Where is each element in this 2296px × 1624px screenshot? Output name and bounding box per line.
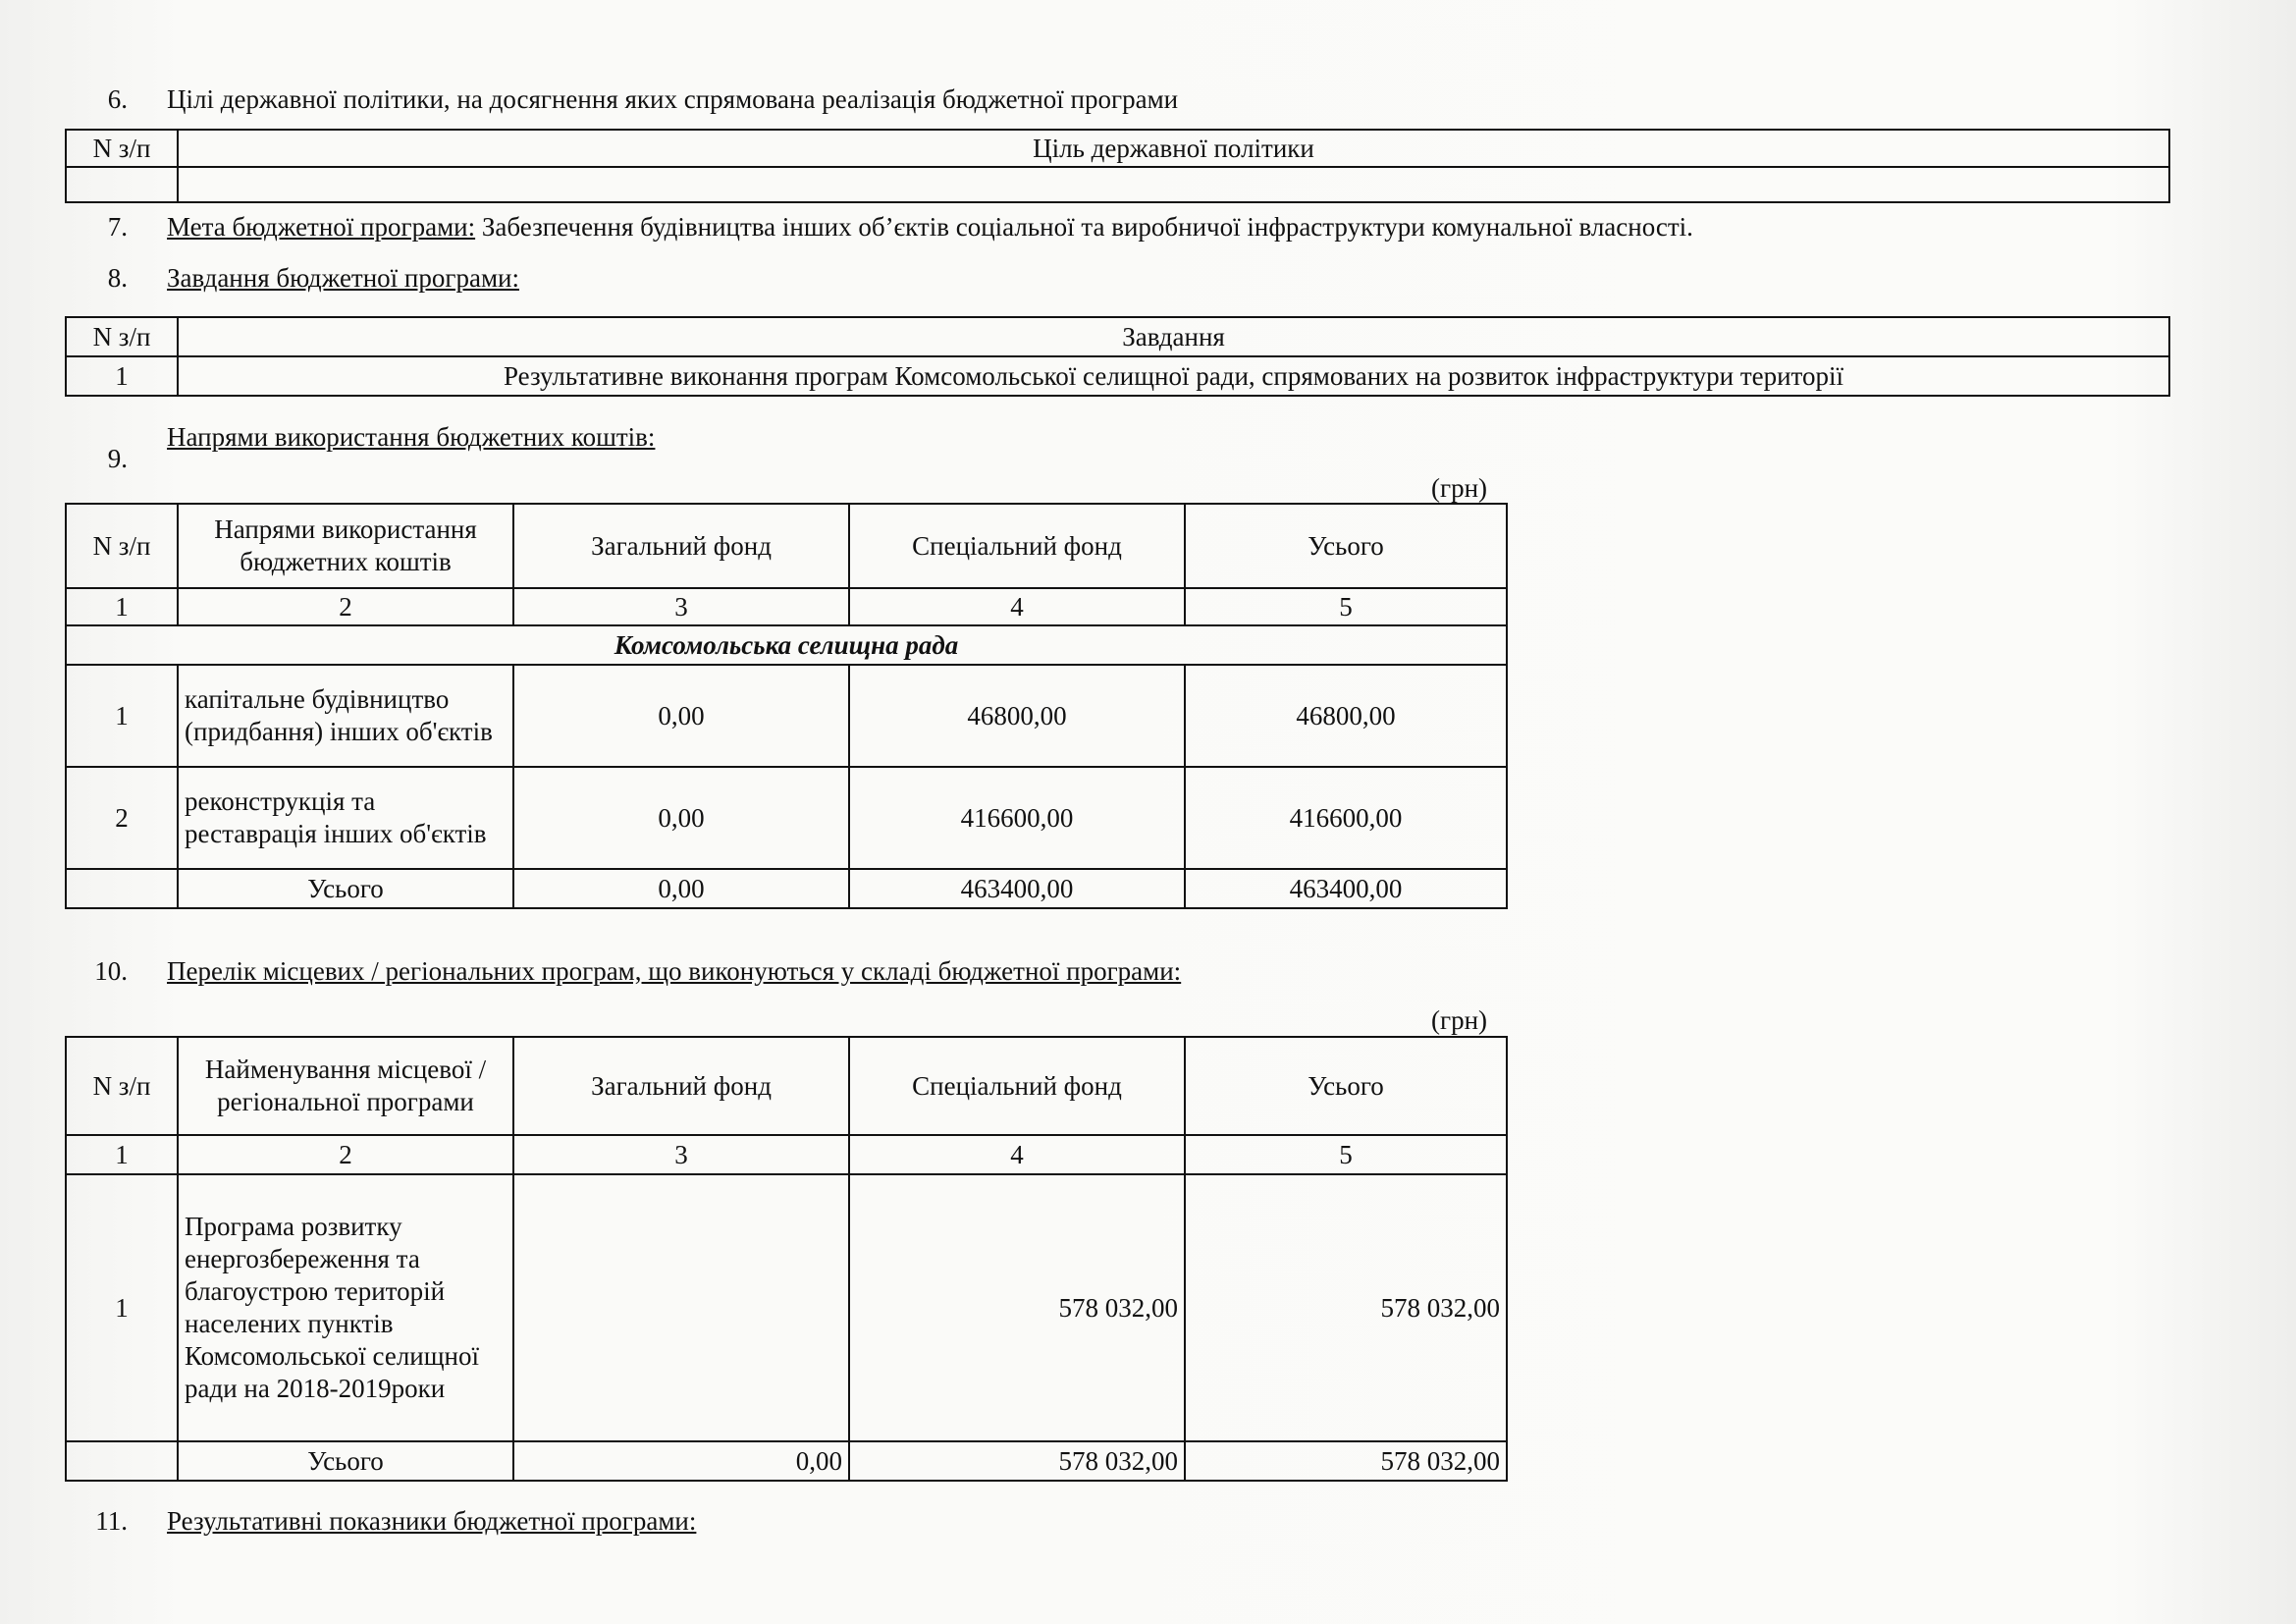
row-total: 416600,00 [1185, 767, 1507, 869]
row-special: 416600,00 [849, 767, 1185, 869]
empty-cell [178, 167, 2169, 202]
index-cell: 1 [66, 1135, 178, 1174]
header-general-fund: Загальний фонд [513, 1037, 849, 1135]
index-cell: 2 [178, 1135, 513, 1174]
row-special: 578 032,00 [849, 1174, 1185, 1441]
section-number: 10. [94, 956, 128, 986]
row-n: 2 [66, 767, 178, 869]
header-total: Усього [1185, 504, 1507, 588]
unit-label: (грн) [1431, 1005, 1488, 1035]
section-text: Забезпечення будівництва інших об’єктів соціальної та виробничої інфраструктури комунальної власності. [475, 212, 1693, 242]
row-name: Програма розвитку енергозбереження та благоустрою територій населених пунктів Комсомольської селищної ради на 2018-2019роки [178, 1174, 513, 1441]
row-general [513, 1174, 849, 1441]
sum-general: 0,00 [513, 869, 849, 908]
row-total: 46800,00 [1185, 665, 1507, 767]
empty-cell [66, 869, 178, 908]
section-title: Цілі державної політики, на досягнення яких спрямована реалізація бюджетної програми [167, 84, 1179, 114]
header-special-fund: Спеціальний фонд [849, 504, 1185, 588]
empty-cell [66, 1441, 178, 1481]
row-task: Результативне виконання програм Комсомольської селищної ради, спрямованих на розвиток інфраструктури території [178, 356, 2169, 396]
table-row [66, 767, 1507, 869]
row-n: 1 [66, 356, 178, 396]
tasks-table [65, 316, 2170, 397]
sum-special: 463400,00 [849, 869, 1185, 908]
header-direction: Напрями використання бюджетних коштів [178, 504, 513, 588]
row-general: 0,00 [513, 665, 849, 767]
header-general-fund: Загальний фонд [513, 504, 849, 588]
table-row [66, 665, 1507, 767]
sum-general: 0,00 [513, 1441, 849, 1481]
sum-total: 578 032,00 [1185, 1441, 1507, 1481]
index-cell: 3 [513, 588, 849, 625]
section-body [167, 212, 1693, 243]
table-row [66, 1174, 1507, 1441]
row-name: капітальне будівництво (придбання) інших об'єктів [178, 665, 513, 767]
index-cell: 3 [513, 1135, 849, 1174]
index-cell: 5 [1185, 1135, 1507, 1174]
section-number: 7. [107, 212, 128, 242]
index-cell: 5 [1185, 588, 1507, 625]
sum-total: 463400,00 [1185, 869, 1507, 908]
sum-row [66, 869, 1507, 908]
index-cell: 4 [849, 1135, 1185, 1174]
index-cell: 1 [66, 588, 178, 625]
section-label: Перелік місцевих / регіональних програм, що виконуються у складі бюджетної програми: [167, 956, 1182, 986]
row-name: реконструкція та реставрація інших об'єктів [178, 767, 513, 869]
table-row [66, 356, 2169, 396]
index-cell: 4 [849, 588, 1185, 625]
budget-directions-table [65, 503, 1508, 909]
section-number: 11. [95, 1506, 128, 1536]
policy-goals-table [65, 129, 2170, 203]
header-special-fund: Спеціальний фонд [849, 1037, 1185, 1135]
header-goal: Ціль державної політики [178, 130, 2169, 167]
row-n: 1 [66, 665, 178, 767]
header-total: Усього [1185, 1037, 1507, 1135]
row-n: 1 [66, 1174, 178, 1441]
header-n: N з/п [66, 130, 178, 167]
section-label: Мета бюджетної програми: [167, 212, 476, 242]
sum-special: 578 032,00 [849, 1441, 1185, 1481]
unit-label: (грн) [1431, 473, 1488, 503]
section-number: 6. [107, 84, 128, 114]
index-cell: 2 [178, 588, 513, 625]
header-n: N з/п [66, 504, 178, 588]
header-task: Завдання [178, 317, 2169, 356]
section-label: Завдання бюджетної програми: [167, 263, 519, 293]
local-programs-table [65, 1036, 1508, 1482]
section-number: 9. [107, 444, 128, 473]
empty-cell [66, 167, 178, 202]
row-general: 0,00 [513, 767, 849, 869]
sum-row [66, 1441, 1507, 1481]
header-program: Найменування місцевої / регіональної програми [178, 1037, 513, 1135]
header-n: N з/п [66, 317, 178, 356]
sum-label: Усього [178, 869, 513, 908]
sum-label: Усього [178, 1441, 513, 1481]
section-number: 8. [107, 263, 128, 293]
row-special: 46800,00 [849, 665, 1185, 767]
row-total: 578 032,00 [1185, 1174, 1507, 1441]
section-label: Результативні показники бюджетної програми: [167, 1506, 697, 1536]
header-n: N з/п [66, 1037, 178, 1135]
section-label: Напрями використання бюджетних коштів: [167, 422, 656, 452]
group-row: Комсомольська селищна рада [66, 625, 1507, 665]
